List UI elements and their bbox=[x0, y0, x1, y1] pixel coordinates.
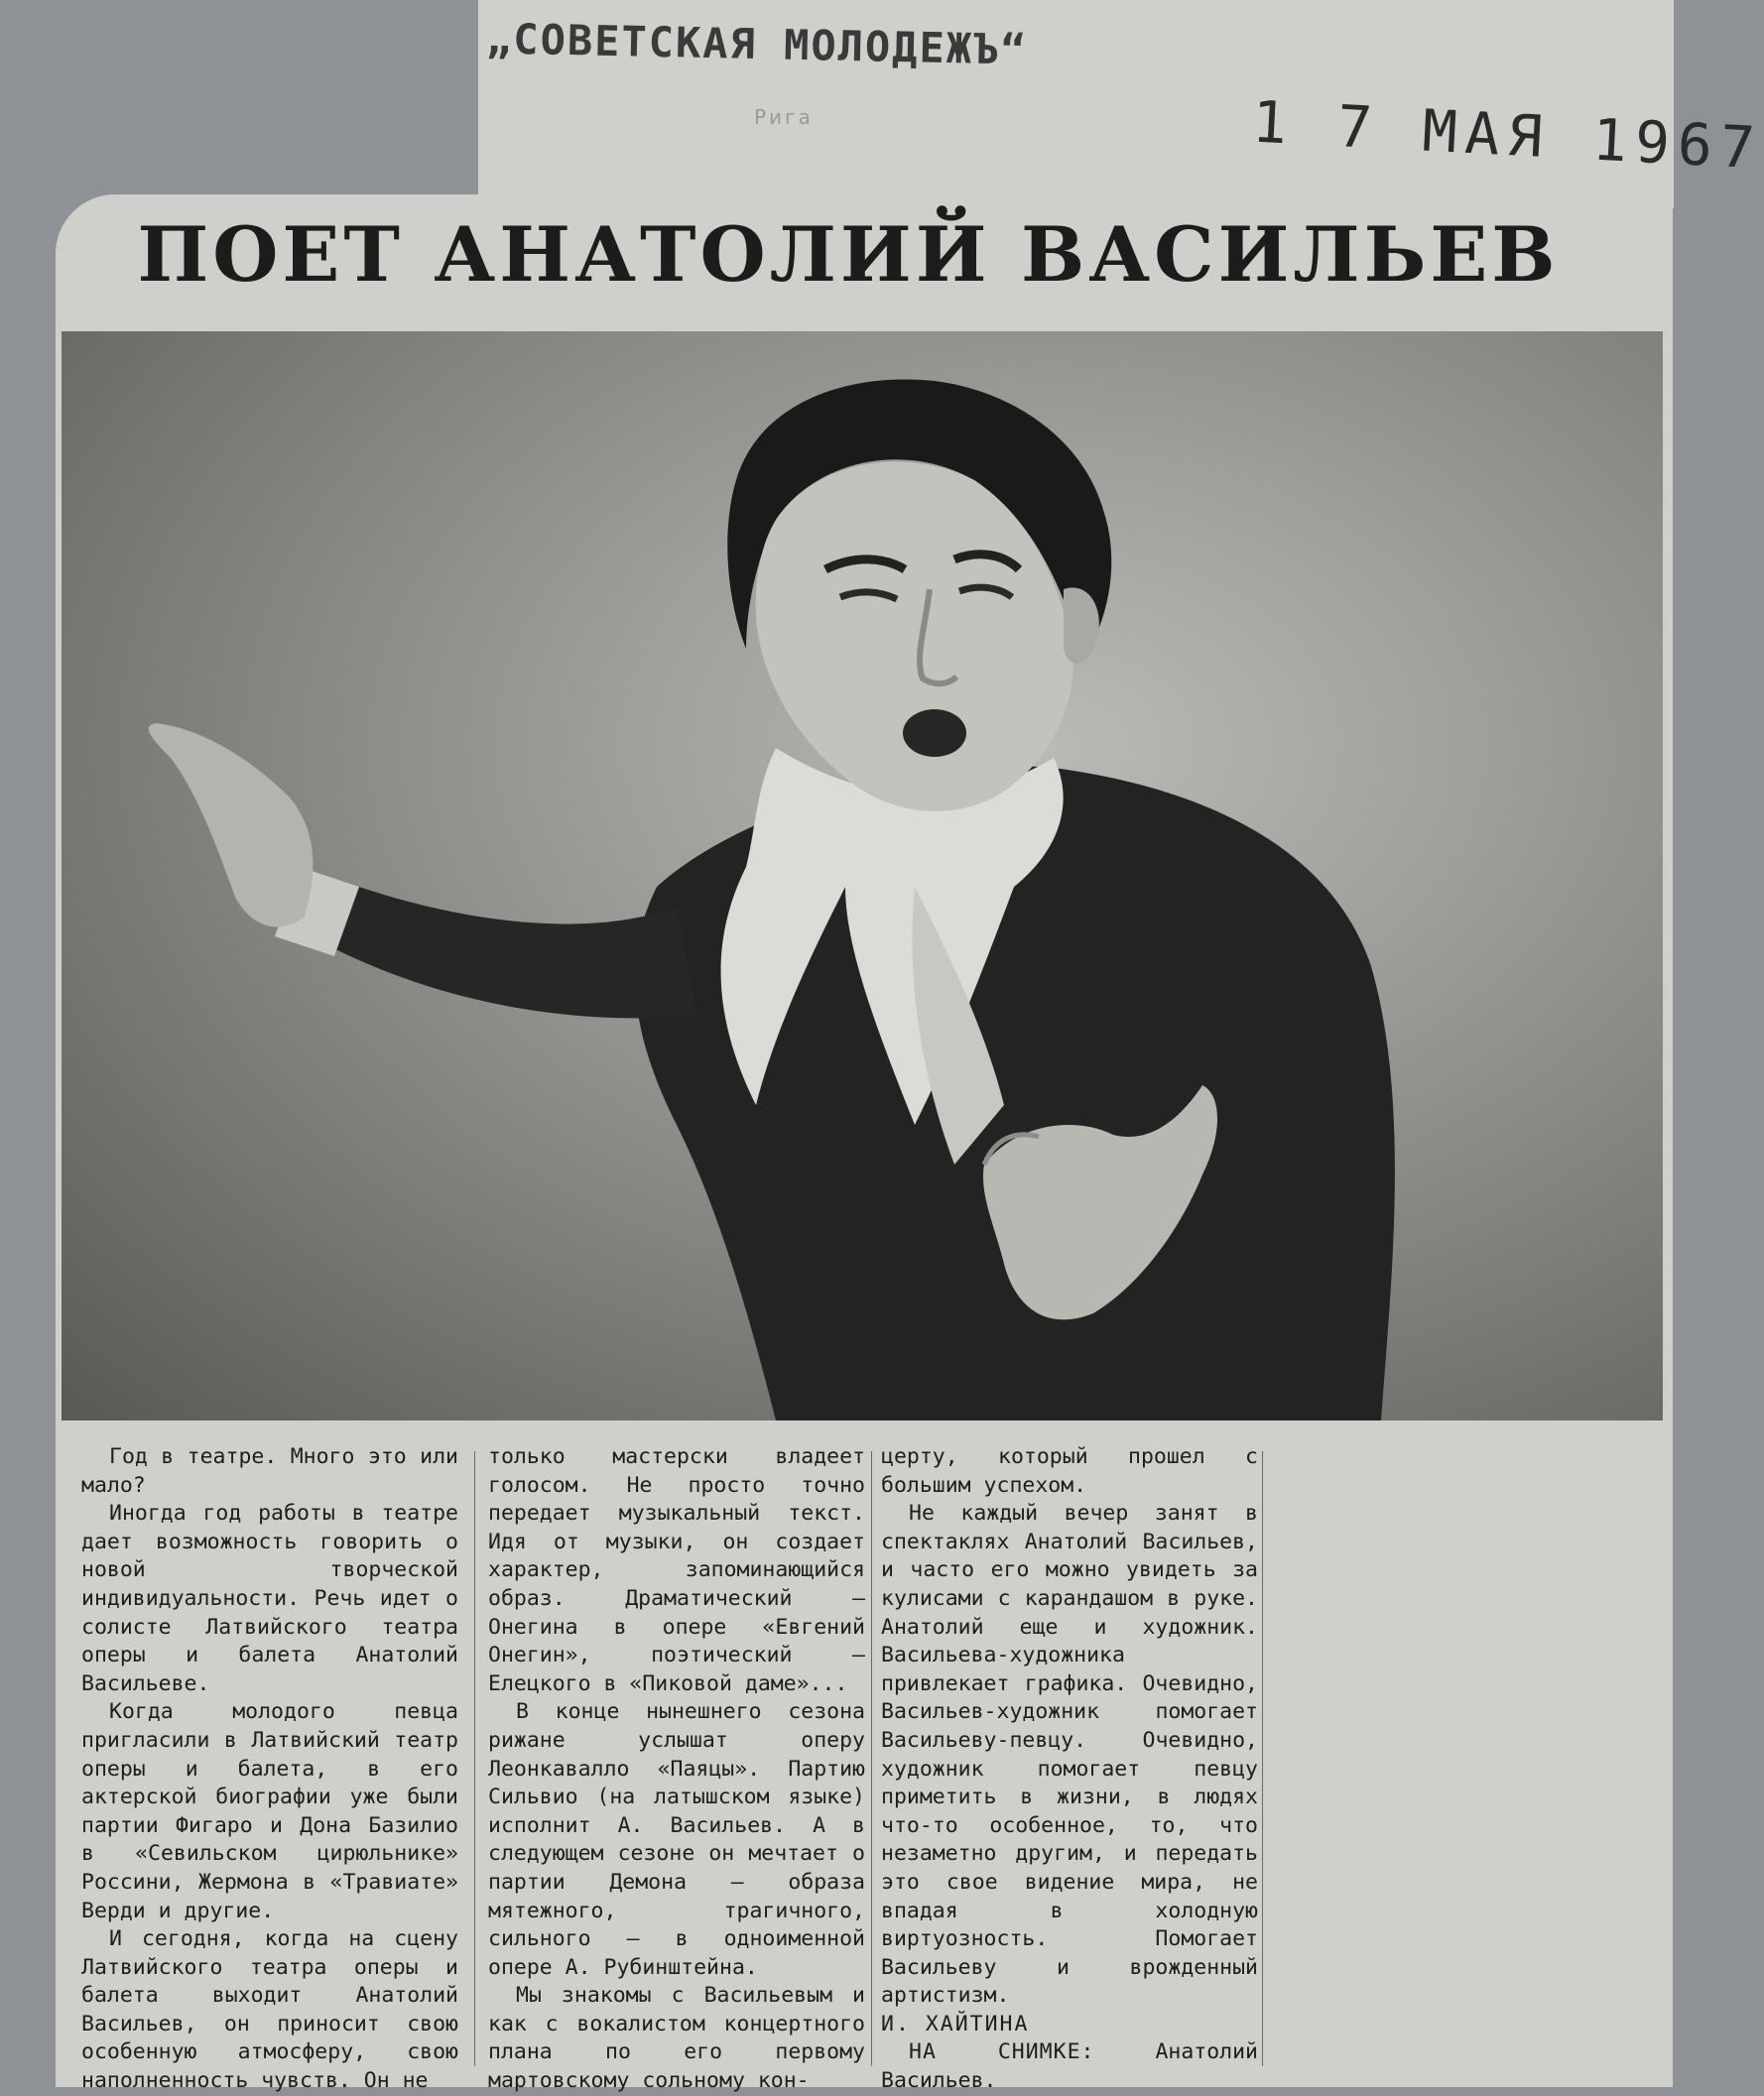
column-rule bbox=[1262, 1451, 1263, 2066]
city-stamp: Рига bbox=[754, 105, 814, 129]
paragraph: церту, который прошел с большим успехом. bbox=[881, 1444, 1258, 1498]
singer-photograph bbox=[62, 331, 1663, 1420]
column-rule bbox=[871, 1451, 872, 2066]
article-column-3 bbox=[881, 1443, 1258, 2094]
paragraph: Иногда год работы в театре дает возможность говорить о новой творческой индивидуальности. Речь идет о солисте Латвийского театра оперы и балета Анатолий Васильеве. bbox=[81, 1501, 458, 1696]
date-stamp: 1 7 МАЯ 1967 bbox=[1250, 87, 1764, 183]
article-column-2 bbox=[488, 1443, 865, 2094]
paragraph: Мы знакомы с Васильевым и как с вокалистом концертного плана по его первому мартовскому сольному кон- bbox=[488, 1983, 865, 2094]
paragraph: Когда молодого певца пригласили в Латвийский театр оперы и балета, в его актерской биографии уже были партии Фигаро и Дона Базилио в «Севильском цирюльнике» Россини, Жермона в «Травиате» Верди и другие. bbox=[81, 1699, 458, 1923]
paragraph: Год в театре. Много это или мало? bbox=[81, 1444, 458, 1498]
caption-text: Анатолий Васильев. bbox=[881, 2039, 1258, 2094]
column-rule bbox=[474, 1451, 475, 2066]
newspaper-masthead-stamp: „СОВЕТСКАЯ МОЛОДЕЖЪ“ bbox=[485, 14, 1029, 74]
article-headline: ПОЕТ АНАТОЛИЙ ВАСИЛЬЕВ bbox=[137, 210, 1560, 299]
article-author: И. ХАЙТИНА bbox=[881, 2011, 1030, 2036]
paragraph: только мастерски владеет голосом. Не просто точно передает музыкальный текст. Идя от музыки, он создает характер, запоминающийся образ. Драматический — Онегина в опере «Евгений Онегин», поэтический — Елецкого в «Пиковой даме»... bbox=[488, 1444, 865, 1696]
paragraph: И сегодня, когда на сцену Латвийского театра оперы и балета выходит Анатолий Васильев, он приносит свою особенную атмосферу, свою наполненность чувств. Он не bbox=[81, 1926, 458, 2094]
article-column-1 bbox=[81, 1443, 458, 2094]
article-body bbox=[60, 1443, 1657, 2094]
paragraph: Не каждый вечер занят в спектаклях Анатолий Васильев, и часто его можно увидеть за кулисами с карандашом в руке. Анатолий еще и художник. Васильева-художника привлекает графика. Очевидно, Васильев-художник помогает Васильеву-певцу. Очевидно, художник помогает певцу приметить в жизни, в людях что-то особенное, то, что незаметно другим, и передать это свое видение мира, не впадая в холодную виртуозность. Помогает Васильеву и врожденный артистизм. bbox=[881, 1501, 1258, 2009]
photo-caption bbox=[881, 2038, 1258, 2095]
caption-label: НА СНИМКЕ: bbox=[909, 2039, 1095, 2065]
paragraph: В конце нынешнего сезона рижане услышат оперу Леонкавалло «Паяцы». Партию Сильвио (на латышском языке) исполнит А. Васильев. А в следующем сезоне он мечтает о партии Демона — образа мятежного, трагичного, сильного — в одноименной опере А. Рубинштейна. bbox=[488, 1699, 865, 1980]
